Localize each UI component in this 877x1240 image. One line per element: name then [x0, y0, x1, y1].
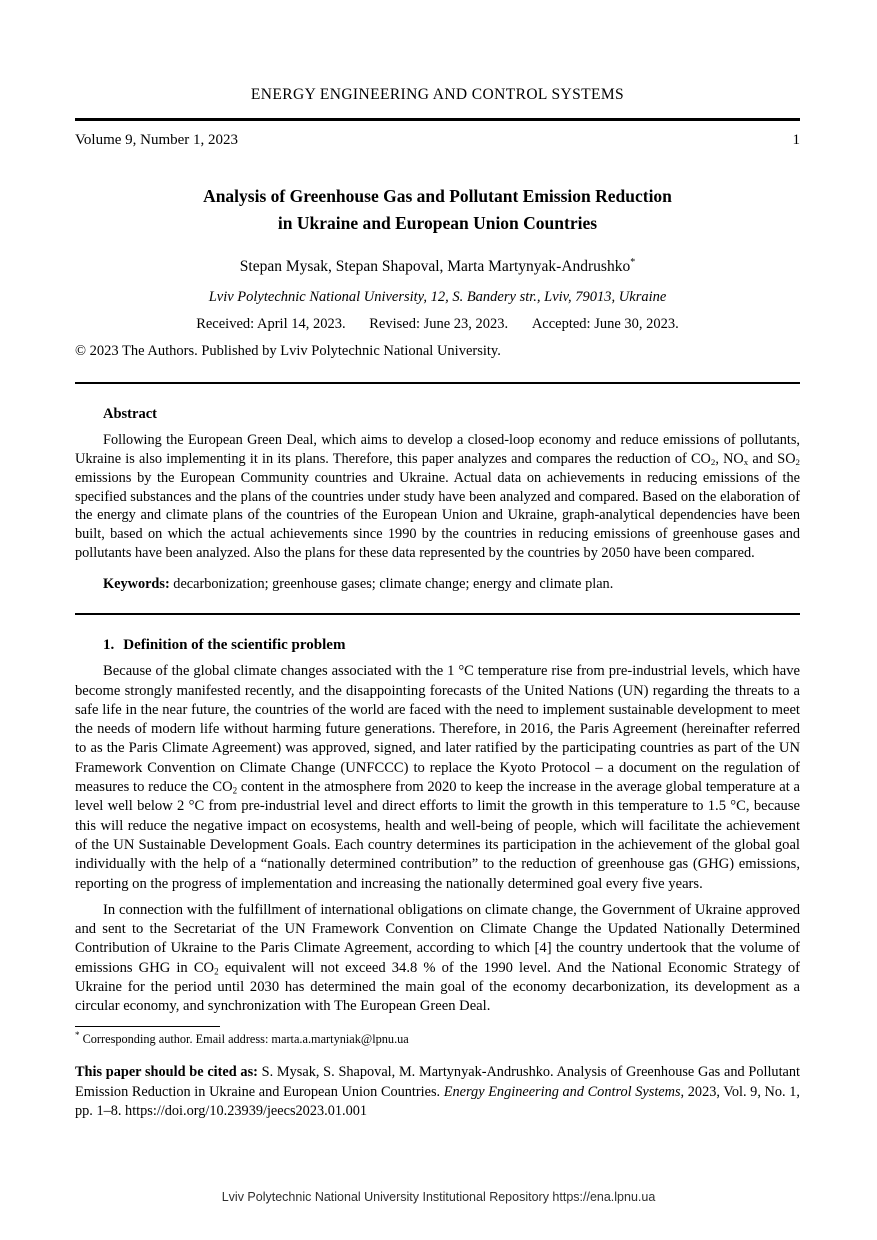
abstract-paragraph — [75, 431, 800, 563]
section-1-number: 1. — [103, 637, 115, 654]
section-1 — [75, 637, 800, 1016]
citation-text-2: , 2023, Vol. 9, No. 1, pp. 1–8. https://doi.org/10.23939/jeecs2023.01.001 — [75, 1083, 800, 1120]
header-rule — [75, 118, 800, 121]
abstract-top-rule — [75, 382, 800, 385]
keywords-line — [75, 576, 800, 593]
abstract-text-3: and SO — [748, 450, 796, 467]
page-number: 1 — [792, 131, 800, 148]
section-1-p2-text-1: In connection with the fulfillment of international obligations on climate change, the Government of Ukraine approved and sent to the Secretariat of the UN Framework Convention on Climate Change the Updated Nationally Determined Contribution of Ukraine to the Paris Climate Agreement, according to which [4] the country undertook that the volume of emissions GHG in CO — [75, 901, 800, 976]
abstract-text-4: emissions by the European Community countries and Ukraine. Actual data on achievements in reducing emissions of the specified substances and the plans of the countries under study have been analyzed and compared. Based on the elaboration of the energy and climate plans of the countries of the European Union and Ukraine, graph-analytical dependencies have been built, based on which the actual achievements since 1990 by the countries in reducing emissions of greenhouse gases and pollutants have been analyzed. Also the plans for these data represented by the countries by 2050 have been compared. — [75, 469, 800, 561]
section-1-title: Definition of the scientific problem — [123, 637, 346, 654]
received-date: Received: April 14, 2023. — [196, 315, 346, 332]
authors-line — [75, 257, 800, 276]
keywords-label: Keywords: — [103, 575, 170, 592]
abstract-text-1: Following the European Green Deal, which aims to develop a closed-loop economy and reduce emissions of pollutants, Ukraine is also implementing it in its plans. Therefore, this paper analyzes and compares the reduction of CO — [75, 432, 800, 467]
footnote-mark: * — [75, 1029, 80, 1040]
section-1-p1-sub-co2: 2 — [232, 785, 238, 796]
corresponding-author-mark: * — [630, 256, 636, 268]
abstract-sub-so2: 2 — [795, 457, 800, 468]
corresponding-author-footnote — [75, 1030, 800, 1047]
section-1-paragraph-1 — [75, 662, 800, 894]
section-1-p2-text-2: equivalent will not exceed 34.8 % of the 1990 level. And the National Economic Strategy of Ukraine for the period until 2030 has determined the main goal of the economy decarbonization, its development as a circular economy, and synchronization with The European Green Deal. — [75, 959, 800, 1015]
section-1-paragraph-2 — [75, 901, 800, 1017]
citation-label: This paper should be cited as: — [75, 1064, 258, 1081]
revised-date: Revised: June 23, 2023. — [369, 315, 509, 332]
section-1-p2-sub-co2: 2 — [214, 965, 219, 976]
article-title — [75, 183, 800, 237]
footnote-area — [75, 1026, 800, 1047]
citation-journal-name: Energy Engineering and Control Systems — [443, 1083, 681, 1100]
journal-header — [75, 86, 800, 149]
section-1-heading — [75, 637, 800, 654]
section-1-p1-text-1: Because of the global climate changes associated with the 1 °C temperature rise from pre-industrial levels, which have become strongly manifested recently, and the disappointing forecasts of the United Nations (UN) regarding the threats to a safe life in the near future, the countries of the world are faced with the need to implement sustainable development to meet the needs of modern life without harming future generations. Therefore, in 2016, the Paris Agreement (hereinafter referred to as the Paris Climate Agreement) was approved, signed, and later ratified by the participating countries as part of the UN Framework Convention on Climate Change (UNFCCC) to replace the Kyoto Protocol – a document on the regulation of measures to reduce the CO — [75, 663, 800, 796]
footnote-rule — [75, 1026, 220, 1027]
article-title-line2: in Ukraine and European Union Countries — [277, 212, 598, 233]
abstract-text-2: , NO — [715, 450, 744, 467]
affiliation-line: Lviv Polytechnic National University, 12, S. Bandery str., Lviv, 79013, Ukraine — [208, 288, 667, 305]
article-title-line1: Analysis of Greenhouse Gas and Pollutant Emission Reduction — [203, 185, 672, 206]
volume-issue-line: Volume 9, Number 1, 2023 — [75, 131, 239, 148]
accepted-date: Accepted: June 30, 2023. — [531, 315, 679, 332]
body-top-rule — [75, 613, 800, 616]
abstract-section — [75, 406, 800, 593]
citation-text-1: S. Mysak, S. Shapoval, M. Martynyak-Andrushko. Analysis of Greenhouse Gas and Pollutant Emission Reduction in Ukraine and European Union Countries. — [75, 1064, 801, 1100]
abstract-sub-co2: 2 — [710, 457, 716, 468]
abstract-sub-nox: x — [743, 457, 749, 468]
journal-name: ENERGY ENGINEERING AND CONTROL SYSTEMS — [250, 86, 625, 103]
authors-names: Stepan Mysak, Stepan Shapoval, Marta Martynyak-Andrushko — [239, 257, 631, 275]
citation-block — [75, 1063, 800, 1122]
abstract-heading: Abstract — [103, 406, 157, 423]
section-1-p1-text-2: content in the atmosphere from 2020 to keep the increase in the average global temperature at a level well below 2 °C from pre-industrial level and direct efforts to limit the growth in this temperature to 1.5 °C, because this will reduce the negative impact on ecosystems, health and well-being of people, which will facilitate the achievement of the UN Sustainable Development Goals. Each country determines its participation in the achievement of the global goal individually with the help of a “nationally determined contribution” to the reduction of greenhouse gas (GHG) emissions, reporting on the progress of implementation and increasing the nationally determined goal every five years. — [75, 779, 801, 892]
repository-footer: Lviv Polytechnic National University Institutional Repository https://ena.lpnu.ua — [221, 1190, 656, 1204]
volume-row — [75, 132, 800, 149]
footnote-text: Corresponding author. Email address: marta.a.martyniak@lpnu.ua — [79, 1032, 409, 1047]
copyright-line: © 2023 The Authors. Published by Lviv Polytechnic National University. — [75, 342, 501, 359]
dates-line — [75, 316, 800, 333]
keywords-text: decarbonization; greenhouse gases; climate change; energy and climate plan. — [169, 575, 614, 592]
